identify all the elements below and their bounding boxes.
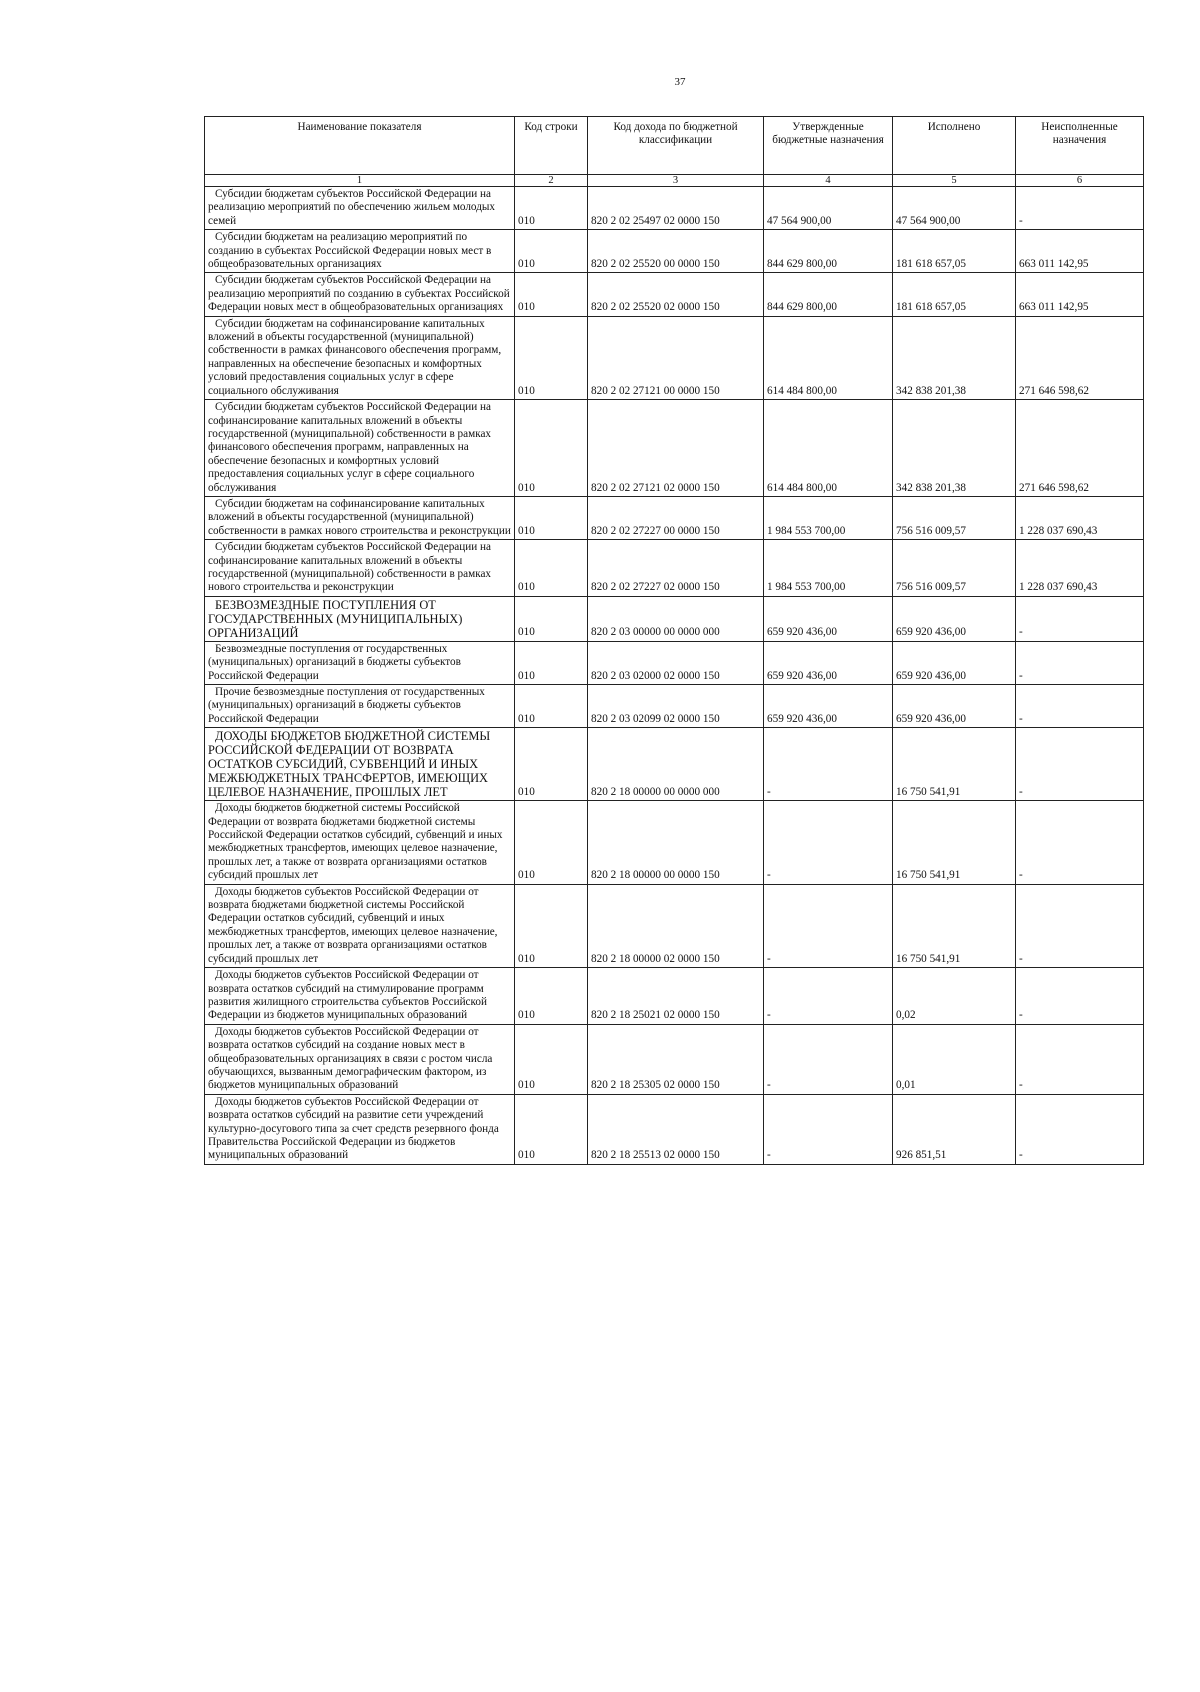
row-budget-code: 820 2 18 00000 00 0000 000 <box>588 728 764 801</box>
row-budget-code: 820 2 03 00000 00 0000 000 <box>588 596 764 641</box>
row-line-code: 010 <box>515 400 588 497</box>
row-line-code: 010 <box>515 685 588 728</box>
row-approved-amount: - <box>764 1094 893 1164</box>
row-budget-code: 820 2 03 02099 02 0000 150 <box>588 685 764 728</box>
row-indicator-name: Доходы бюджетов субъектов Российской Федерации от возврата остатков субсидий на создание новых мест в общеобразовательных организациях в связи с ростом числа обучающихся, вызванным демографическим фактором, из бюджетов муниципальных образований <box>205 1024 515 1094</box>
row-executed-amount: 181 618 657,05 <box>893 273 1016 316</box>
row-approved-amount: 659 920 436,00 <box>764 685 893 728</box>
row-approved-amount: 1 984 553 700,00 <box>764 540 893 597</box>
row-executed-amount: 16 750 541,91 <box>893 728 1016 801</box>
row-unexecuted-amount: - <box>1016 1024 1144 1094</box>
row-approved-amount: 1 984 553 700,00 <box>764 496 893 539</box>
column-number: 2 <box>515 175 588 187</box>
row-unexecuted-amount: - <box>1016 685 1144 728</box>
row-indicator-name: Доходы бюджетов бюджетной системы Российской Федерации от возврата бюджетами бюджетной системы Российской Федерации остатков субсидий, субвенций и иных межбюджетных трансфертов, имеющих целевое назначение, прошлых лет, а также от возврата организациями остатков субсидий прошлых лет <box>205 801 515 884</box>
row-unexecuted-amount: 271 646 598,62 <box>1016 316 1144 399</box>
page-number: 37 <box>674 76 686 88</box>
row-line-code: 010 <box>515 496 588 539</box>
column-number: 3 <box>588 175 764 187</box>
table-row <box>205 187 1144 230</box>
row-approved-amount: 659 920 436,00 <box>764 641 893 684</box>
row-budget-code: 820 2 02 27227 00 0000 150 <box>588 496 764 539</box>
table-row <box>205 400 1144 497</box>
column-number: 5 <box>893 175 1016 187</box>
row-budget-code: 820 2 02 25520 02 0000 150 <box>588 273 764 316</box>
row-indicator-name: Субсидии бюджетам субъектов Российской Федерации на софинансирование капитальных вложений в объекты государственной (муниципальной) собственности в рамках нового строительства и реконструкции <box>205 540 515 597</box>
row-unexecuted-amount: - <box>1016 596 1144 641</box>
row-unexecuted-amount: - <box>1016 968 1144 1025</box>
row-executed-amount: 16 750 541,91 <box>893 884 1016 967</box>
row-line-code: 010 <box>515 540 588 597</box>
row-executed-amount: 16 750 541,91 <box>893 801 1016 884</box>
row-budget-code: 820 2 18 25513 02 0000 150 <box>588 1094 764 1164</box>
row-line-code: 010 <box>515 187 588 230</box>
row-approved-amount: - <box>764 728 893 801</box>
row-line-code: 010 <box>515 1024 588 1094</box>
row-indicator-name: Доходы бюджетов субъектов Российской Федерации от возврата остатков субсидий на стимулирование программ развития жилищного строительства субъектов Российской Федерации из бюджетов муниципальных образований <box>205 968 515 1025</box>
row-executed-amount: 659 920 436,00 <box>893 685 1016 728</box>
row-indicator-name: БЕЗВОЗМЕЗДНЫЕ ПОСТУПЛЕНИЯ ОТ ГОСУДАРСТВЕННЫХ (МУНИЦИПАЛЬНЫХ) ОРГАНИЗАЦИЙ <box>205 596 515 641</box>
column-number: 4 <box>764 175 893 187</box>
row-indicator-name: Субсидии бюджетам на реализацию мероприятий по созданию в субъектах Российской Федерации новых мест в общеобразовательных организациях <box>205 230 515 273</box>
row-budget-code: 820 2 03 02000 02 0000 150 <box>588 641 764 684</box>
column-number-row <box>205 175 1144 187</box>
row-executed-amount: 659 920 436,00 <box>893 641 1016 684</box>
table-row <box>205 728 1144 801</box>
row-executed-amount: 659 920 436,00 <box>893 596 1016 641</box>
row-executed-amount: 756 516 009,57 <box>893 496 1016 539</box>
row-budget-code: 820 2 02 27121 00 0000 150 <box>588 316 764 399</box>
row-line-code: 010 <box>515 728 588 801</box>
row-budget-code: 820 2 18 25305 02 0000 150 <box>588 1024 764 1094</box>
row-approved-amount: 844 629 800,00 <box>764 230 893 273</box>
table-row <box>205 968 1144 1025</box>
column-number: 6 <box>1016 175 1144 187</box>
row-budget-code: 820 2 18 00000 00 0000 150 <box>588 801 764 884</box>
row-indicator-name: Субсидии бюджетам на софинансирование капитальных вложений в объекты государственной (муниципальной) собственности в рамках нового строительства и реконструкции <box>205 496 515 539</box>
table-row <box>205 273 1144 316</box>
row-line-code: 010 <box>515 273 588 316</box>
header-executed: Исполнено <box>893 117 1016 175</box>
row-approved-amount: 614 484 800,00 <box>764 400 893 497</box>
row-unexecuted-amount: 663 011 142,95 <box>1016 273 1144 316</box>
row-line-code: 010 <box>515 1094 588 1164</box>
table-row <box>205 540 1144 597</box>
row-indicator-name: Субсидии бюджетам на софинансирование капитальных вложений в объекты государственной (муниципальной) собственности в рамках финансового обеспечения программ, направленных на обеспечение безопасных и комфортных условий предоставления социальных услуг в сфере социального обслуживания <box>205 316 515 399</box>
table-row <box>205 685 1144 728</box>
row-line-code: 010 <box>515 316 588 399</box>
header-approved-assignments: Утвержденные бюджетные назначения <box>764 117 893 175</box>
row-unexecuted-amount: - <box>1016 884 1144 967</box>
row-budget-code: 820 2 18 25021 02 0000 150 <box>588 968 764 1025</box>
row-executed-amount: 0,01 <box>893 1024 1016 1094</box>
table-row <box>205 496 1144 539</box>
row-unexecuted-amount: - <box>1016 187 1144 230</box>
table-row <box>205 316 1144 399</box>
row-indicator-name: Доходы бюджетов субъектов Российской Федерации от возврата остатков субсидий на развитие сети учреждений культурно-досугового типа за счет средств резервного фонда Правительства Российской Федерации из бюджетов муниципальных образований <box>205 1094 515 1164</box>
row-unexecuted-amount: 271 646 598,62 <box>1016 400 1144 497</box>
table-row <box>205 801 1144 884</box>
row-budget-code: 820 2 02 27121 02 0000 150 <box>588 400 764 497</box>
row-executed-amount: 47 564 900,00 <box>893 187 1016 230</box>
row-approved-amount: - <box>764 968 893 1025</box>
row-executed-amount: 342 838 201,38 <box>893 400 1016 497</box>
row-line-code: 010 <box>515 230 588 273</box>
row-line-code: 010 <box>515 801 588 884</box>
row-indicator-name: ДОХОДЫ БЮДЖЕТОВ БЮДЖЕТНОЙ СИСТЕМЫ РОССИЙСКОЙ ФЕДЕРАЦИИ ОТ ВОЗВРАТА ОСТАТКОВ СУБСИДИЙ, СУБВЕНЦИЙ И ИНЫХ МЕЖБЮДЖЕТНЫХ ТРАНСФЕРТОВ, ИМЕЮЩИХ ЦЕЛЕВОЕ НАЗНАЧЕНИЕ, ПРОШЛЫХ ЛЕТ <box>205 728 515 801</box>
row-indicator-name: Субсидии бюджетам субъектов Российской Федерации на софинансирование капитальных вложений в объекты государственной (муниципальной) собственности в рамках финансового обеспечения программ, направленных на обеспечение безопасных и комфортных условий предоставления социальных услуг в сфере социального обслуживания <box>205 400 515 497</box>
row-budget-code: 820 2 02 27227 02 0000 150 <box>588 540 764 597</box>
row-approved-amount: - <box>764 1024 893 1094</box>
row-executed-amount: 342 838 201,38 <box>893 316 1016 399</box>
table-row <box>205 1024 1144 1094</box>
column-number: 1 <box>205 175 515 187</box>
row-approved-amount: 614 484 800,00 <box>764 316 893 399</box>
row-approved-amount: - <box>764 884 893 967</box>
header-unexecuted-assignments: Неисполненные назначения <box>1016 117 1144 175</box>
row-approved-amount: 659 920 436,00 <box>764 596 893 641</box>
header-line-code: Код строки <box>515 117 588 175</box>
row-unexecuted-amount: - <box>1016 801 1144 884</box>
row-line-code: 010 <box>515 884 588 967</box>
table-row <box>205 884 1144 967</box>
row-unexecuted-amount: - <box>1016 1094 1144 1164</box>
table-row <box>205 641 1144 684</box>
income-report-table <box>204 116 1144 1165</box>
row-budget-code: 820 2 02 25497 02 0000 150 <box>588 187 764 230</box>
row-approved-amount: - <box>764 801 893 884</box>
row-unexecuted-amount: 663 011 142,95 <box>1016 230 1144 273</box>
row-unexecuted-amount: - <box>1016 641 1144 684</box>
header-row <box>205 117 1144 175</box>
row-indicator-name: Субсидии бюджетам субъектов Российской Федерации на реализацию мероприятий по созданию в субъектах Российской Федерации новых мест в общеобразовательных организациях <box>205 273 515 316</box>
row-unexecuted-amount: - <box>1016 728 1144 801</box>
row-line-code: 010 <box>515 596 588 641</box>
header-budget-classification-code: Код дохода по бюджетной классификации <box>588 117 764 175</box>
row-approved-amount: 844 629 800,00 <box>764 273 893 316</box>
row-unexecuted-amount: 1 228 037 690,43 <box>1016 540 1144 597</box>
row-line-code: 010 <box>515 641 588 684</box>
table-row <box>205 596 1144 641</box>
row-executed-amount: 756 516 009,57 <box>893 540 1016 597</box>
row-indicator-name: Прочие безвозмездные поступления от государственных (муниципальных) организаций в бюджеты субъектов Российской Федерации <box>205 685 515 728</box>
row-executed-amount: 926 851,51 <box>893 1094 1016 1164</box>
table-row <box>205 1094 1144 1164</box>
row-indicator-name: Доходы бюджетов субъектов Российской Федерации от возврата бюджетами бюджетной системы Российской Федерации остатков субсидий, субвенций и иных межбюджетных трансфертов, имеющих целевое назначение, прошлых лет, а также от возврата организациями остатков субсидий прошлых лет <box>205 884 515 967</box>
row-line-code: 010 <box>515 968 588 1025</box>
row-indicator-name: Безвозмездные поступления от государственных (муниципальных) организаций в бюджеты субъектов Российской Федерации <box>205 641 515 684</box>
row-budget-code: 820 2 02 25520 00 0000 150 <box>588 230 764 273</box>
row-executed-amount: 181 618 657,05 <box>893 230 1016 273</box>
row-executed-amount: 0,02 <box>893 968 1016 1025</box>
row-unexecuted-amount: 1 228 037 690,43 <box>1016 496 1144 539</box>
row-budget-code: 820 2 18 00000 02 0000 150 <box>588 884 764 967</box>
header-indicator-name: Наименование показателя <box>205 117 515 175</box>
table-row <box>205 230 1144 273</box>
table-body <box>205 187 1144 1165</box>
row-approved-amount: 47 564 900,00 <box>764 187 893 230</box>
row-indicator-name: Субсидии бюджетам субъектов Российской Федерации на реализацию мероприятий по обеспечению жильем молодых семей <box>205 187 515 230</box>
